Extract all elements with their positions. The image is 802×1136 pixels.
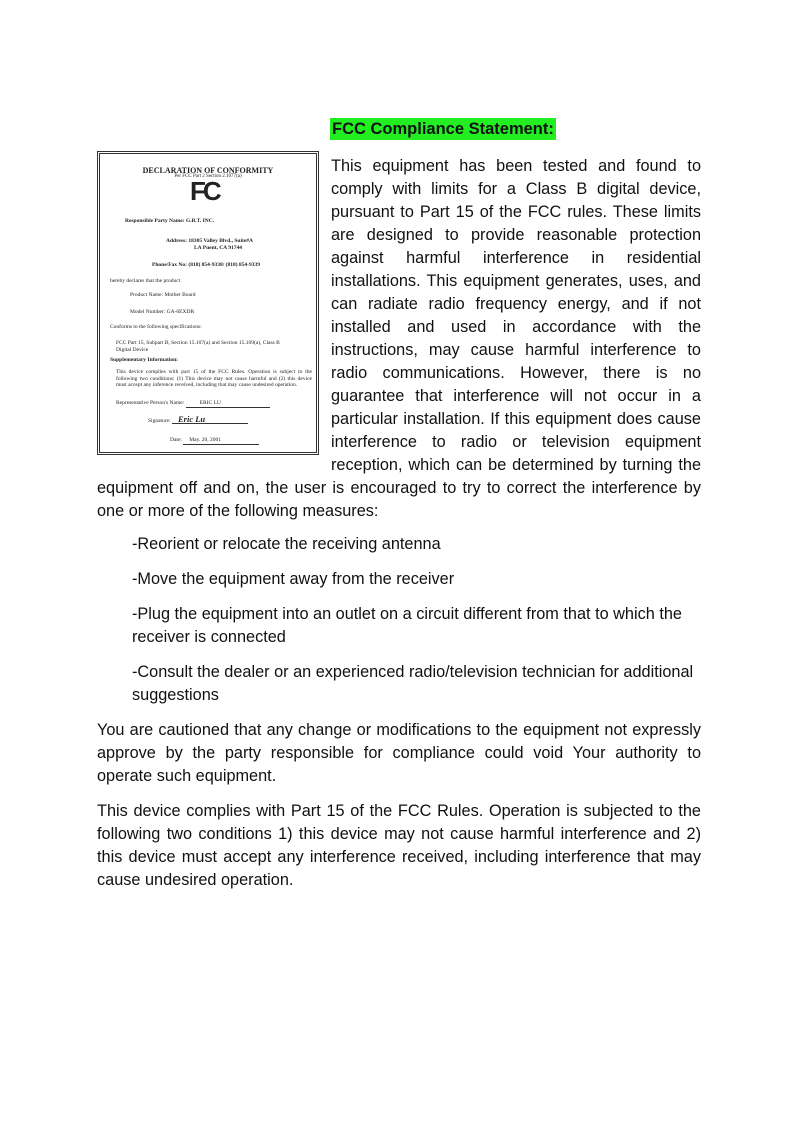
signature-label: Signature: xyxy=(148,418,171,424)
declaration-of-conformity-image xyxy=(97,151,319,455)
specifications: FCC Part 15, Subpart B, Section 15.107(a) and Section 15.109(a), Class B Digital Device xyxy=(116,340,280,353)
document-body xyxy=(97,118,701,904)
list-item: -Consult the dealer or an experienced radio/television technician for additional suggestions xyxy=(132,663,694,704)
conforms-text: Conforms to the following specifications: xyxy=(110,324,202,330)
supplementary-title: Supplementary Information: xyxy=(110,357,178,363)
paragraph-compliance: This device complies with Part 15 of the FCC Rules. Operation is subjected to the following two conditions 1) this device may not cause harmful interference and 2) this device must accept any interference received, including interference that may cause undesired operation. xyxy=(97,802,701,889)
date-label: Date: xyxy=(170,437,182,443)
fcc-logo: FC xyxy=(190,176,219,206)
paragraph-caution: You are cautioned that any change or modifications to the equipment not expressly approve by the party responsible for compliance could void Your authority to operate such equipment. xyxy=(97,721,701,785)
list-item: -Plug the equipment into an outlet on a circuit different from that to which the receiver is connected xyxy=(132,605,682,646)
paragraph-intro: This equipment has been tested and found to comply with limits for a Class B digital device, pursuant to Part 15 of the FCC rules. These limits are designed to provide reasonable protection against harmful interference in residential installations. This equipment generates, uses, and can radiate radio frequency energy, and if not installed and used in accordance with the instructions, may cause harmful interference to radio communications. However, there is no guarantee that interference will not occur in a particular installation. If this equipment does cause interference to radio or television equipment reception, which can be determined by turning the equipment off and on, the user is encouraged to try to correct the interference by one or more of the following measures: xyxy=(97,157,701,520)
date: May. 20, 2001 xyxy=(183,437,259,445)
address-line-2: LA Puent, CA 91744 xyxy=(194,245,242,251)
declaration-title: DECLARATION OF CONFORMITY xyxy=(142,166,274,175)
rep-label: Representative Person's Name: xyxy=(116,400,185,406)
list-item: -Reorient or relocate the receiving antenna xyxy=(132,535,441,553)
measures-list xyxy=(132,533,701,707)
address-line-1: Address: 18305 Valley Blvd., Suite#A xyxy=(166,238,253,244)
model-number: Model Number: GA-6EXDR xyxy=(130,309,195,315)
list-item: -Move the equipment away from the receiver xyxy=(132,570,455,588)
product-name: Product Name: Mother Board xyxy=(130,292,196,298)
responsible-party: Responsible Party Name: G.B.T. INC. xyxy=(125,218,215,224)
section-heading: FCC Compliance Statement: xyxy=(332,120,554,138)
rep-name: ERIC LU xyxy=(186,400,270,408)
signature: Eric Lu xyxy=(172,416,248,424)
declares-text: hereby declares that the product xyxy=(110,278,181,284)
declaration-subtitle: Per FCC Part 2 Section 2.1077(a) xyxy=(174,174,242,179)
phone-fax: Phone/Fax No: (818) 854-9338/ (818) 854-9339 xyxy=(152,262,261,268)
supplementary-text: This device complies with part 15 of the FCC Rules. Operation is subject to the following two conditions: (1) This device may not cause harmful and (2) this device must accept any inference received, including that may cause undesired operation. xyxy=(116,369,312,388)
